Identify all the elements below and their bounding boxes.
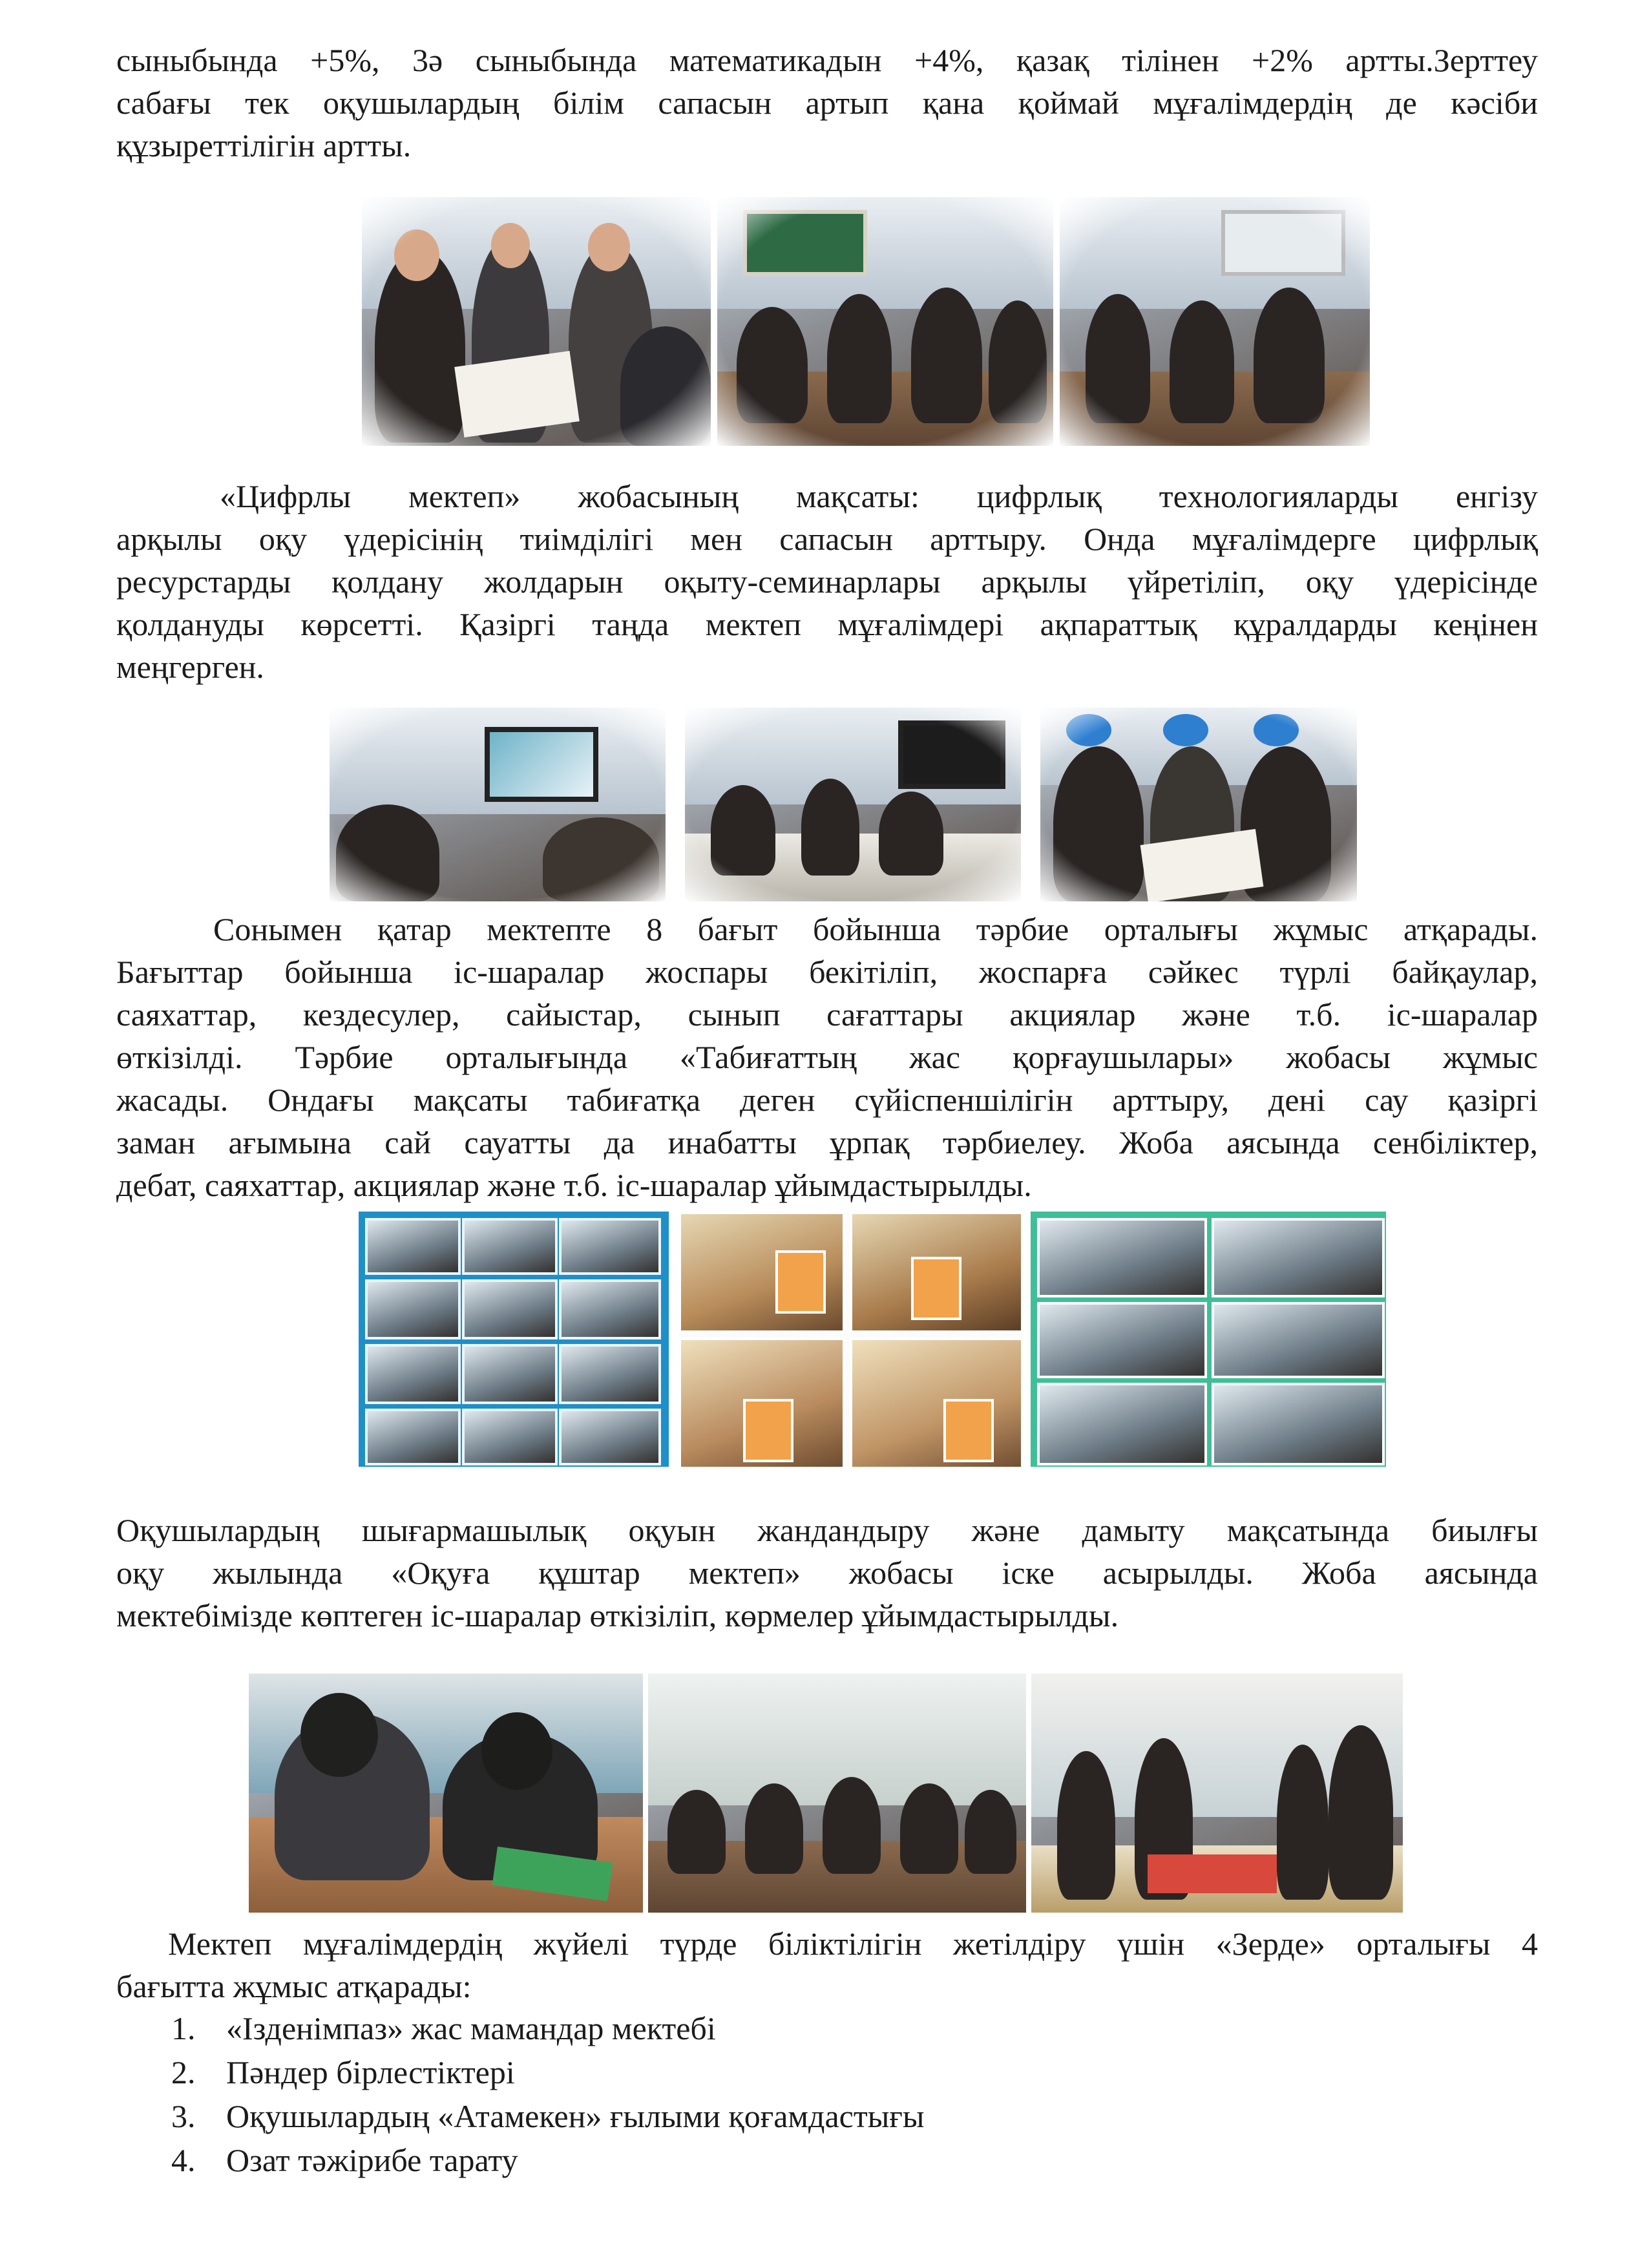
text-line: Оқушылардың шығармашылық оқуын жандандыру және дамыту мақсатында биылғы xyxy=(116,1512,1538,1548)
list-item xyxy=(171,2006,924,2050)
directions-list xyxy=(171,2006,924,2182)
list-text: Озат тәжірибе тарату xyxy=(226,2142,518,2178)
students-group-work-photo xyxy=(1040,708,1357,901)
text-line: ресурстарды қолдану жолдарын оқыту-семинарлары арқылы үйретіліп, оқу үдерісінде xyxy=(116,563,1538,600)
photo-row-upbringing xyxy=(359,1212,1386,1467)
text-line: Мектеп мұғалімдердің жүйелі түрде біліктілігін жетілдіру үшін «Зерде» орталығы 4 xyxy=(168,1926,1538,1962)
text-line: сыныбында +5%, 3ә сыныбында математикадын +4%, қазақ тілінен +2% артты.Зерттеу xyxy=(116,42,1538,78)
text-line: сабағы тек оқушылардың білім сапасын артып қана қоймай мұғалімдердің де кәсіби xyxy=(116,85,1538,121)
classroom-students-photo xyxy=(1060,197,1370,446)
text-line: Бағыттар бойынша іс-шаралар жоспары бекітіліп, жоспарға сәйкес түрлі байқаулар, xyxy=(116,954,1538,990)
list-item xyxy=(171,2138,924,2182)
text-line: өткізілді. Тәрбие орталығында «Табиғаттың жас қорғаушылары» жобасы жұмыс xyxy=(116,1039,1538,1075)
text-line: жасады. Ондағы мақсаты табиғатқа деген сүйіспеншілігін арттыру, дені сау қазіргі xyxy=(116,1082,1538,1118)
text-line: Сонымен қатар мектепте 8 бағыт бойынша тәрбие орталығы жұмыс атқарады. xyxy=(213,911,1538,947)
list-text: Пәндер бірлестіктері xyxy=(226,2054,515,2090)
list-number: 3. xyxy=(171,2098,196,2134)
text-line: бағытта жұмыс атқарады: xyxy=(116,1968,472,2004)
library-class-photo xyxy=(648,1674,1026,1913)
list-item xyxy=(171,2050,924,2094)
text-line: саяхаттар, кездесулер, сайыстар, сынып сағаттары акциялар және т.б. іс-шаралар xyxy=(116,996,1538,1033)
book-exhibition-photo xyxy=(1031,1674,1403,1913)
text-line: дебат, саяхаттар, акциялар және т.б. іс-шаралар ұйымдастырылды. xyxy=(116,1167,1032,1203)
photo-row-digital-school xyxy=(330,708,1363,901)
list-text: Оқушылардың «Атамекен» ғылыми қоғамдастығы xyxy=(226,2098,925,2134)
list-number: 1. xyxy=(171,2010,196,2046)
nature-project-collage xyxy=(678,1212,1021,1467)
text-line: мектебімізде көптеген іс-шаралар өткізіліп, көрмелер ұйымдастырылды. xyxy=(116,1597,1119,1633)
paragraph-digital-school xyxy=(116,475,1538,688)
students-reading-photo xyxy=(249,1674,643,1913)
paragraph-reading-school xyxy=(116,1509,1538,1637)
classroom-lesson-photo xyxy=(717,197,1053,446)
photo-row-research-lesson xyxy=(362,197,1370,446)
text-line: заман ағымына сай сауатты да инабатты ұрпақ тәрбиелеу. Жоба аясында сенбіліктер, xyxy=(116,1124,1538,1160)
smartboard-seminar-photo xyxy=(330,708,666,901)
paragraph-results xyxy=(116,39,1538,167)
list-text: «Ізденімпаз» жас мамандар мектебі xyxy=(226,2010,716,2046)
paragraph-zerde-center xyxy=(116,1922,1538,2008)
photo-row-reading-school xyxy=(249,1674,1405,1913)
teachers-seminar-photo xyxy=(685,708,1021,901)
class-hours-collage xyxy=(359,1212,669,1467)
teachers-group-work-photo xyxy=(362,197,711,446)
paragraph-upbringing-center xyxy=(116,908,1538,1206)
text-line: құзыреттілігін артты. xyxy=(116,127,412,163)
text-line: қолдануды көрсетті. Қазіргі таңда мектеп мұғалімдері ақпараттық құралдарды кеңінен xyxy=(116,606,1538,642)
list-item xyxy=(171,2094,924,2138)
text-line: оқу жылында «Оқуға құштар мектеп» жобасы іске асырылды. Жоба аясында xyxy=(116,1555,1538,1591)
text-line: меңгерген. xyxy=(116,649,264,685)
text-line: «Цифрлы мектеп» жобасының мақсаты: цифрлық технологияларды енгізу xyxy=(220,478,1538,514)
list-number: 4. xyxy=(171,2142,196,2178)
text-line: арқылы оқу үдерісінің тиімділігі мен сапасын арттыру. Онда мұғалімдерге цифрлық xyxy=(116,521,1538,557)
cleanup-day-collage xyxy=(1031,1212,1386,1467)
list-number: 2. xyxy=(171,2054,196,2090)
